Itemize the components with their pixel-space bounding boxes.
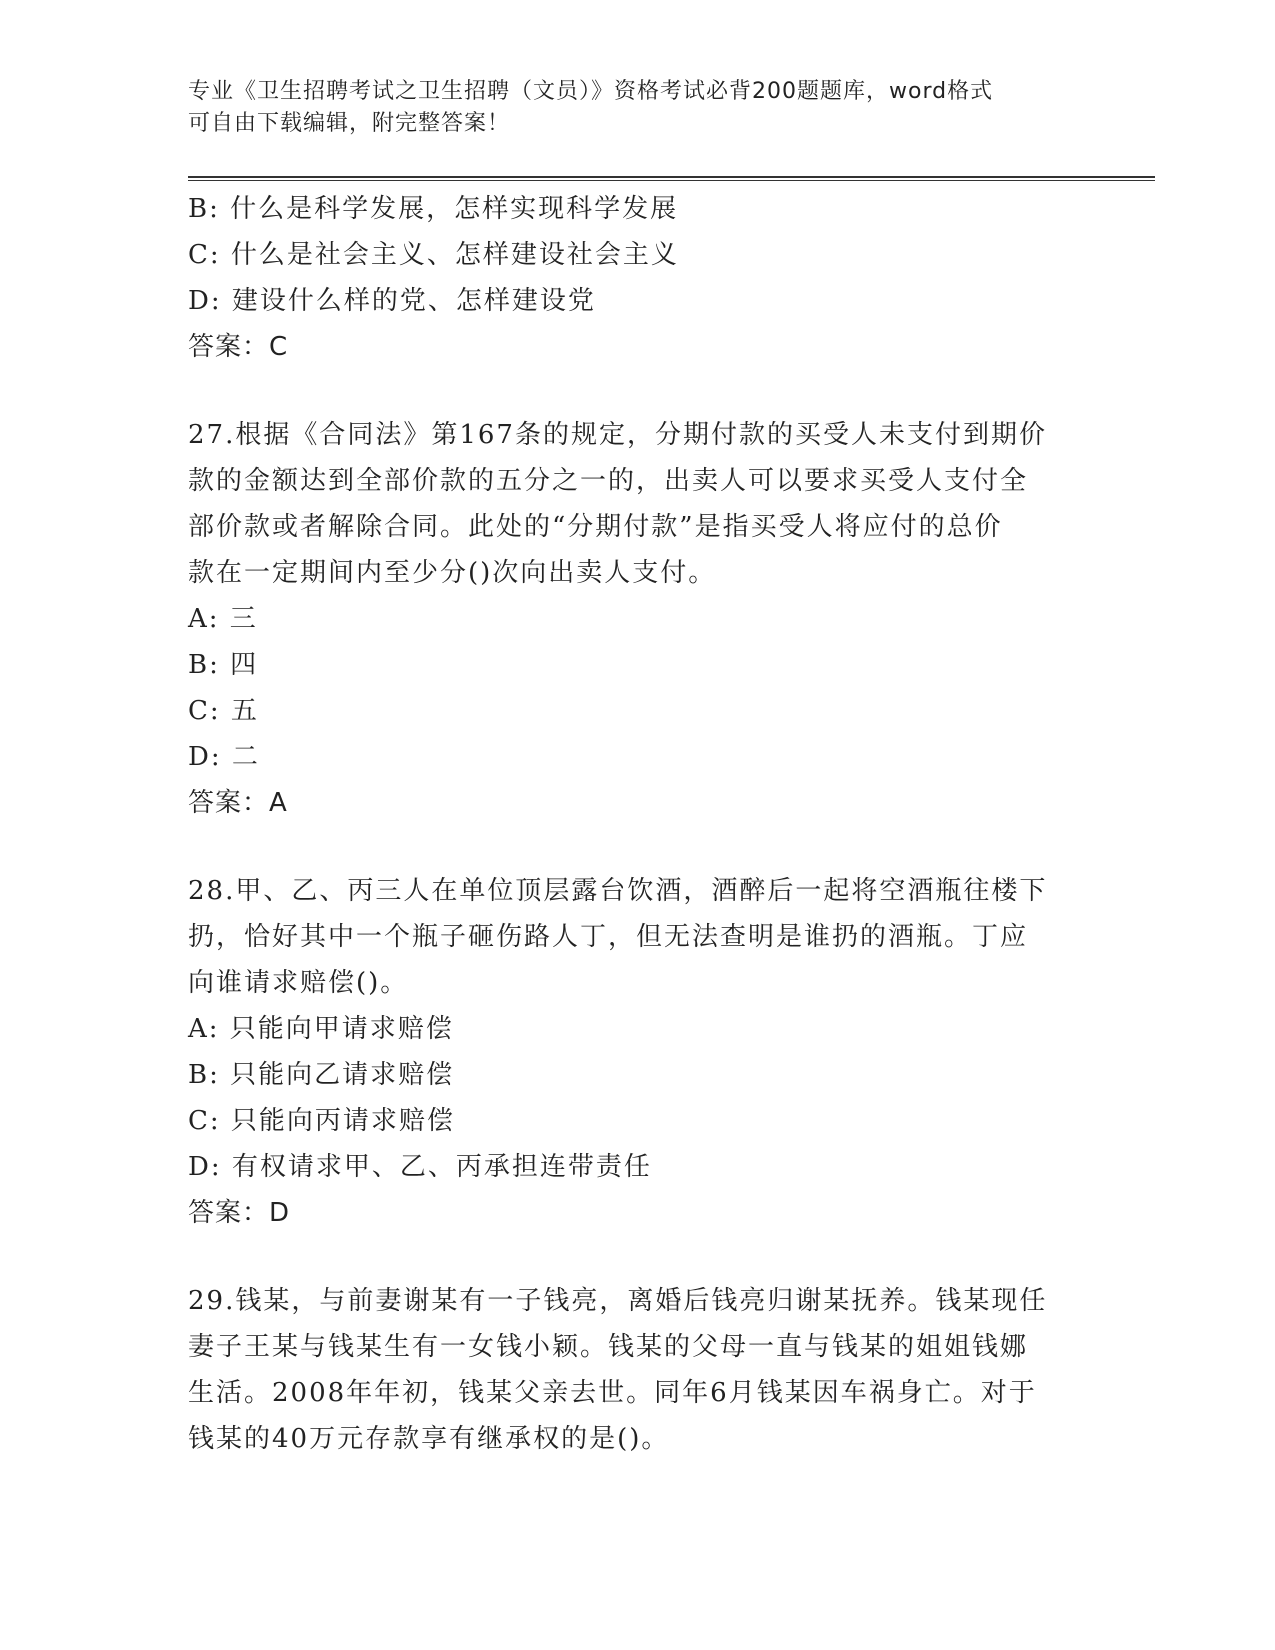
option-c: C: 什么是社会主义、怎样建设社会主义 (188, 240, 679, 270)
option-d: D: 建设什么样的党、怎样建设党 (188, 286, 596, 316)
question-text-line: 28.甲、乙、丙三人在单位顶层露台饮酒，酒醉后一起将空酒瓶往楼下 (188, 876, 1048, 906)
answer-line: 答案：C (188, 332, 289, 362)
option-a: A: 只能向甲请求赔偿 (188, 1014, 454, 1044)
question-text-line: 扔，恰好其中一个瓶子砸伤路人丁，但无法查明是谁扔的酒瓶。丁应 (188, 922, 1029, 952)
spacer (188, 370, 1088, 412)
question-29 (188, 1278, 1088, 1462)
answer-line: 答案：A (188, 788, 288, 818)
question-text-line: 款在一定期间内至少分()次向出卖人支付。 (188, 558, 717, 588)
option-d: D: 二 (188, 742, 260, 772)
question-text-line: 27.根据《合同法》第167条的规定，分期付款的买受人未支付到期价 (188, 420, 1047, 450)
document-body (188, 186, 1088, 1462)
question-27 (188, 412, 1088, 826)
option-a: A: 三 (188, 604, 258, 634)
question-text-line: 29.钱某，与前妻谢某有一子钱亮，离婚后钱亮归谢某抚养。钱某现任 (188, 1286, 1048, 1316)
option-b: B: 什么是科学发展，怎样实现科学发展 (188, 194, 679, 224)
header-title-line-1: 专业《卫生招聘考试之卫生招聘（文员）》资格考试必背200题题库，word格式 (188, 79, 994, 104)
option-c: C: 只能向丙请求赔偿 (188, 1106, 455, 1136)
question-text-line: 向谁请求赔偿()。 (188, 968, 409, 998)
option-c: C: 五 (188, 696, 259, 726)
spacer (188, 1236, 1088, 1278)
option-b: B: 四 (188, 650, 259, 680)
question-text-line: 钱某的40万元存款享有继承权的是()。 (188, 1424, 670, 1454)
question-text-line: 妻子王某与钱某生有一女钱小颖。钱某的父母一直与钱某的姐姐钱娜 (188, 1332, 1029, 1362)
question-text-line: 款的金额达到全部价款的五分之一的，出卖人可以要求买受人支付全 (188, 466, 1029, 496)
header-title-line-2: 可自由下载编辑，附完整答案！ (188, 111, 511, 136)
spacer (188, 826, 1088, 868)
document-header (188, 76, 1068, 140)
question-text-line: 生活。2008年年初，钱某父亲去世。同年6月钱某因车祸身亡。对于 (188, 1378, 1037, 1408)
answer-line: 答案：D (188, 1198, 291, 1228)
question-text-line: 部价款或者解除合同。此处的“分期付款”是指买受人将应付的总价 (188, 512, 1003, 542)
header-divider (188, 176, 1155, 181)
option-d: D: 有权请求甲、乙、丙承担连带责任 (188, 1152, 652, 1182)
question-26-tail (188, 186, 1088, 370)
question-28 (188, 868, 1088, 1236)
option-b: B: 只能向乙请求赔偿 (188, 1060, 455, 1090)
